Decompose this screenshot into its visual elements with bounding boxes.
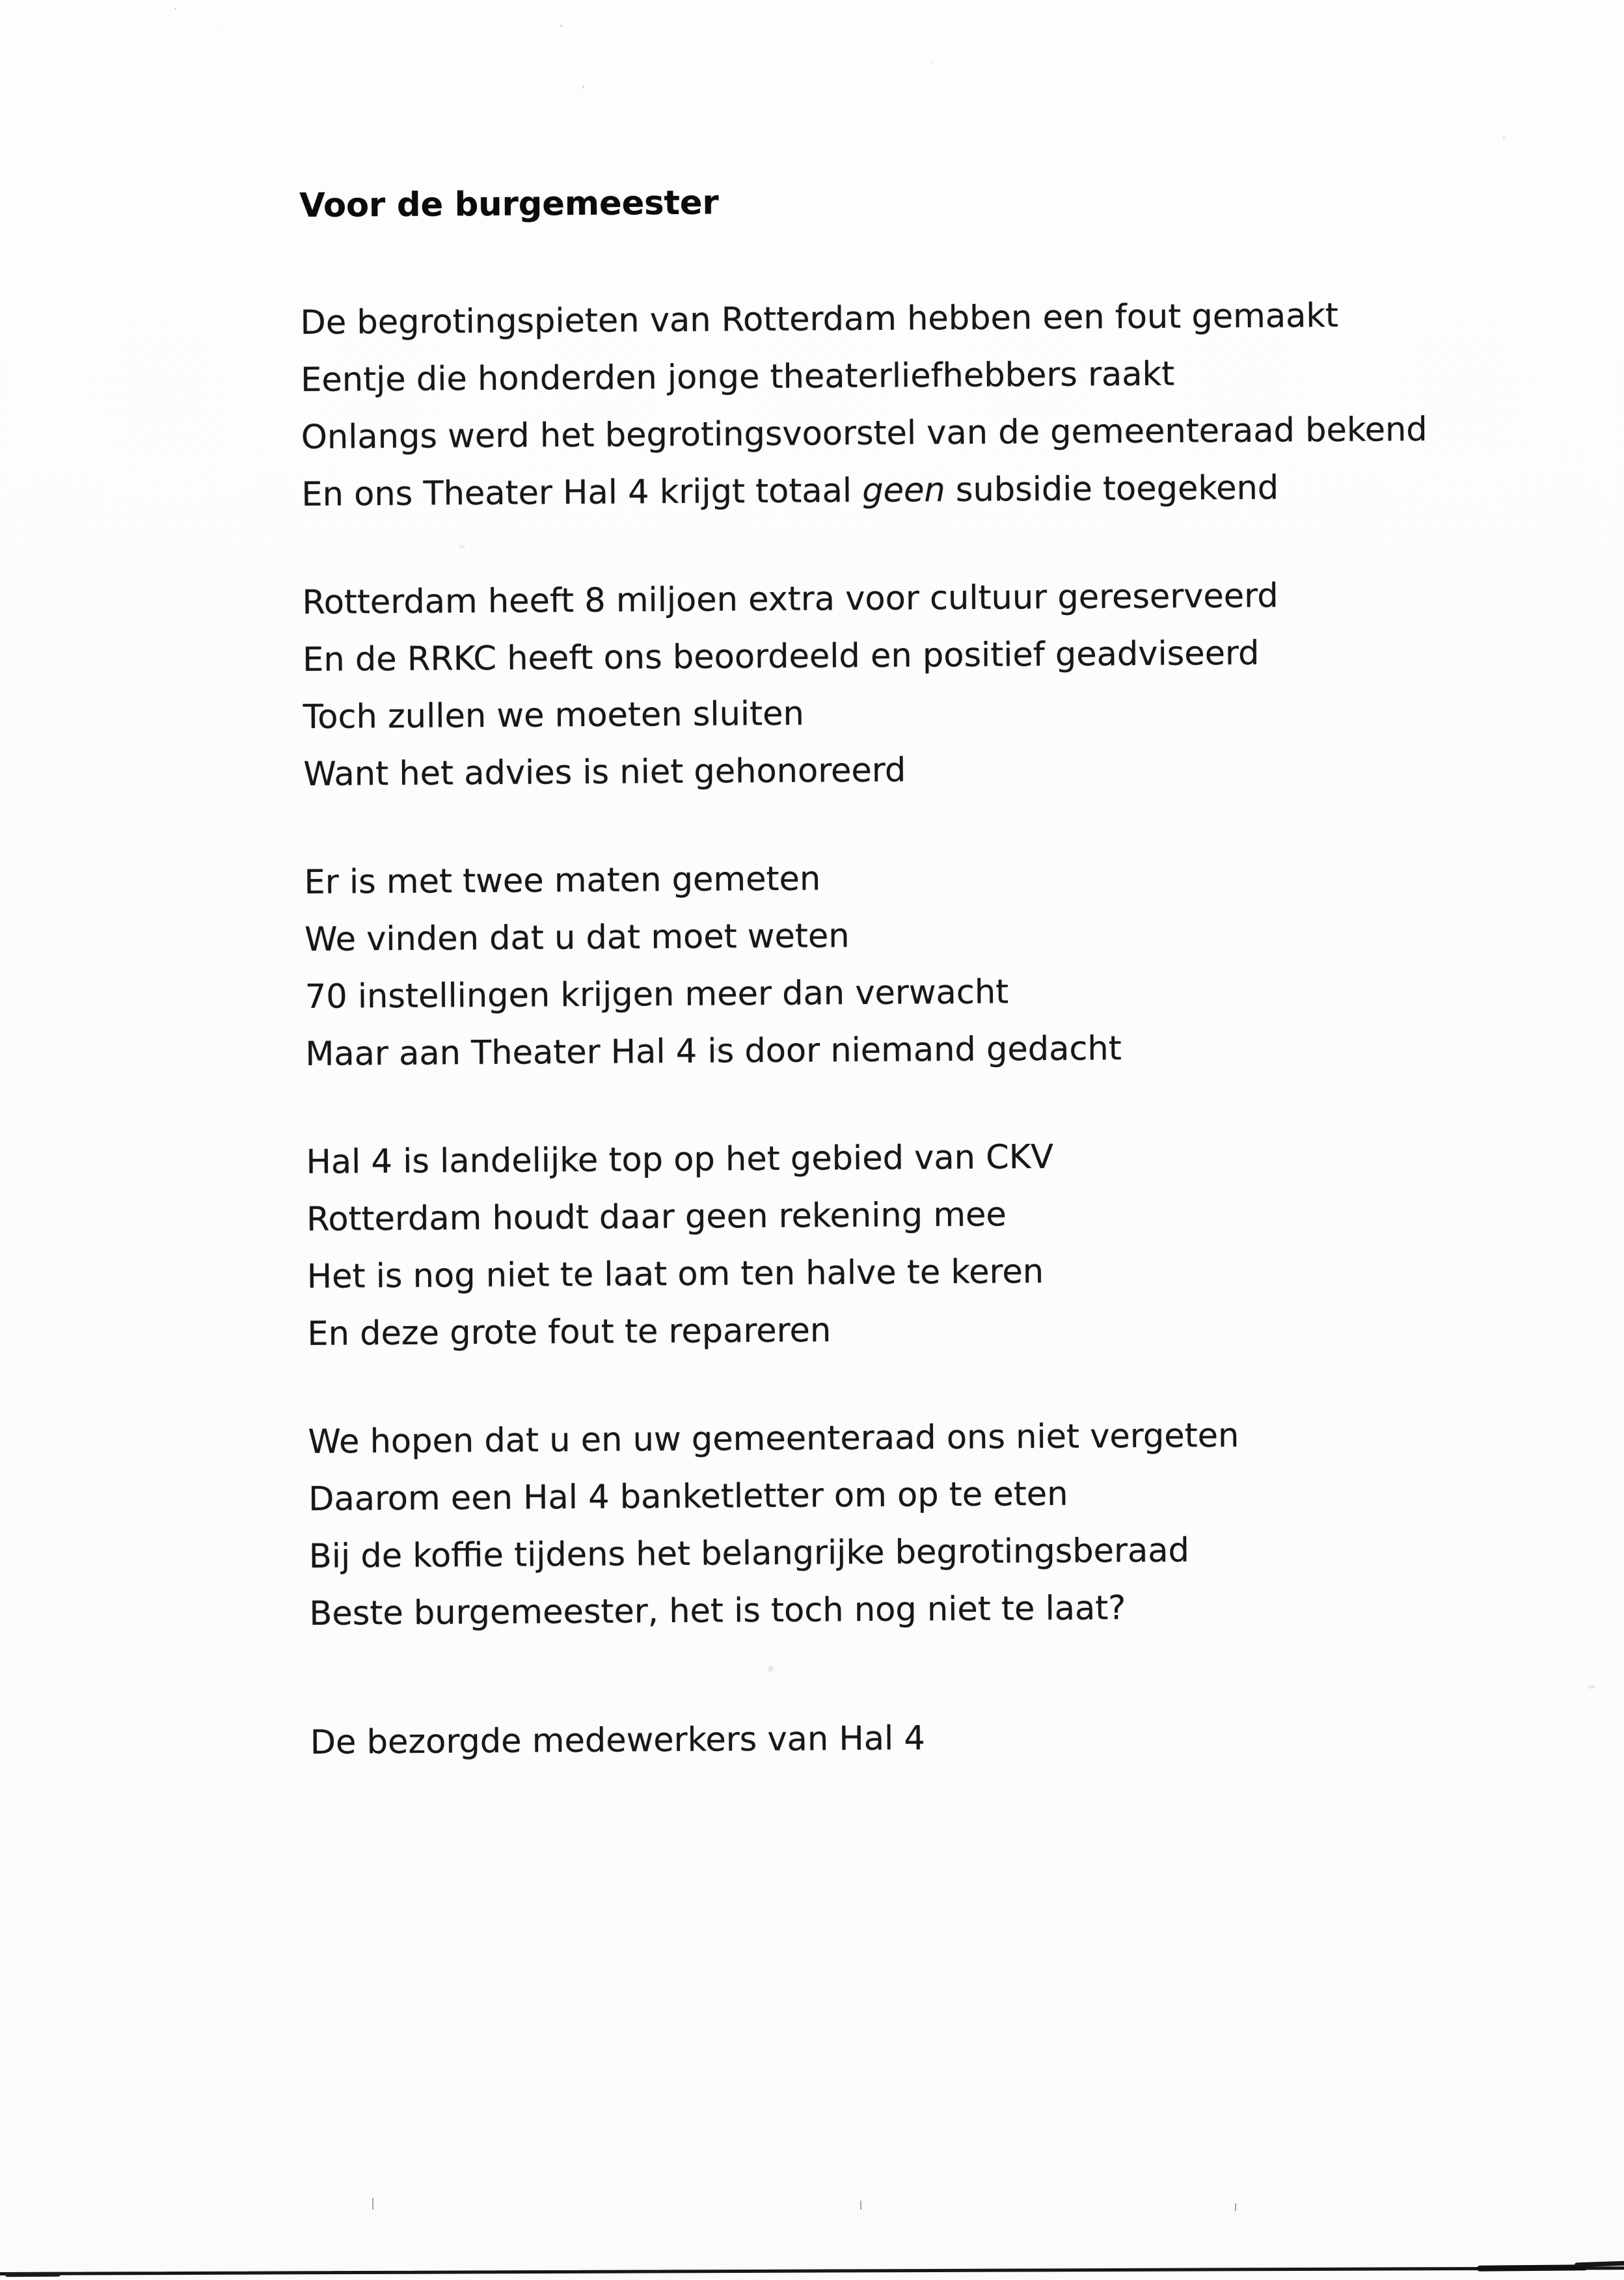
poem-line: Er is met twee maten gemeten [304,860,821,902]
poem-line: Beste burgemeester, het is toch nog niet te laat? [309,1589,1126,1633]
stanza-3 [304,846,1561,1083]
scan-smudge [712,1048,722,1051]
stanza-1 [300,286,1557,524]
poem-line: We hopen dat u en uw gemeenteraad ons niet vergeten [308,1416,1239,1461]
scan-speck [1503,137,1505,139]
stanza-2 [302,566,1559,804]
scan-speck [174,8,176,10]
poem-line: En deze grote fout te repareren [307,1311,832,1353]
paper-edge-line [0,2266,1624,2275]
poem-line: Hal 4 is landelijke top op het gebied van CKV [306,1137,1054,1182]
line-segment: En ons Theater Hal 4 krijgt totaal [301,471,863,514]
line-segment: subsidie toegekend [945,468,1279,510]
scan-hairline [372,2198,373,2210]
emphasized-word: geen [862,471,945,510]
poem-line-with-emphasis [301,458,1558,524]
scan-smudge [768,1666,774,1672]
scan-speck [930,62,932,63]
scan-smudge [459,545,465,548]
poem-line: Want het advies is niet gehonoreerd [303,751,906,794]
poem-line: Het is nog niet te laat om ten halve te keren [306,1253,1044,1296]
letter-content [299,169,1566,1772]
poem-line: Rotterdam heeft 8 miljoen extra voor cultuur gereserveerd [302,577,1279,622]
poem-line: Daarom een Hal 4 banketletter om op te eten [308,1474,1068,1519]
scan-speck [560,25,562,27]
paper-edge-mark [1477,2264,1588,2271]
scan-speck [582,86,584,88]
poem-line: 70 instellingen krijgen meer dan verwacht [304,973,1009,1016]
poem-line: En de RRKC heeft ons beoordeeld en positief geadviseerd [302,634,1260,679]
poem-line: Onlangs werd het begrotingsvoorstel van de gemeenteraad bekend [301,410,1428,457]
poem-line: Rotterdam houdt daar geen rekening mee [306,1195,1007,1239]
paper-edge-mark [5,2272,61,2277]
poem-line: Maar aan Theater Hal 4 is door niemand gedacht [305,1029,1122,1074]
scan-hairline [860,2201,861,2210]
poem-line: Eentje die honderden jonge theaterliefhebbers raakt [300,355,1175,400]
stanza-5 [308,1405,1565,1642]
poem-line: We vinden dat u dat moet weten [304,917,850,959]
scan-smudge [1588,1685,1595,1689]
scan-speck [221,29,223,31]
poem-line: Toch zullen we moeten sluiten [303,694,804,737]
poem-line: Bij de koffie tijdens het belangrijke begrotingsberaad [308,1531,1190,1576]
page-title: Voor de burgemeester [299,183,719,225]
signature-line: De bezorgde medewerkers van Hal 4 [310,1719,926,1762]
poem-line: De begrotingspieten van Rotterdam hebben een fout gemaakt [300,296,1339,342]
stanza-4 [306,1125,1563,1363]
scan-hairline [1235,2203,1236,2211]
